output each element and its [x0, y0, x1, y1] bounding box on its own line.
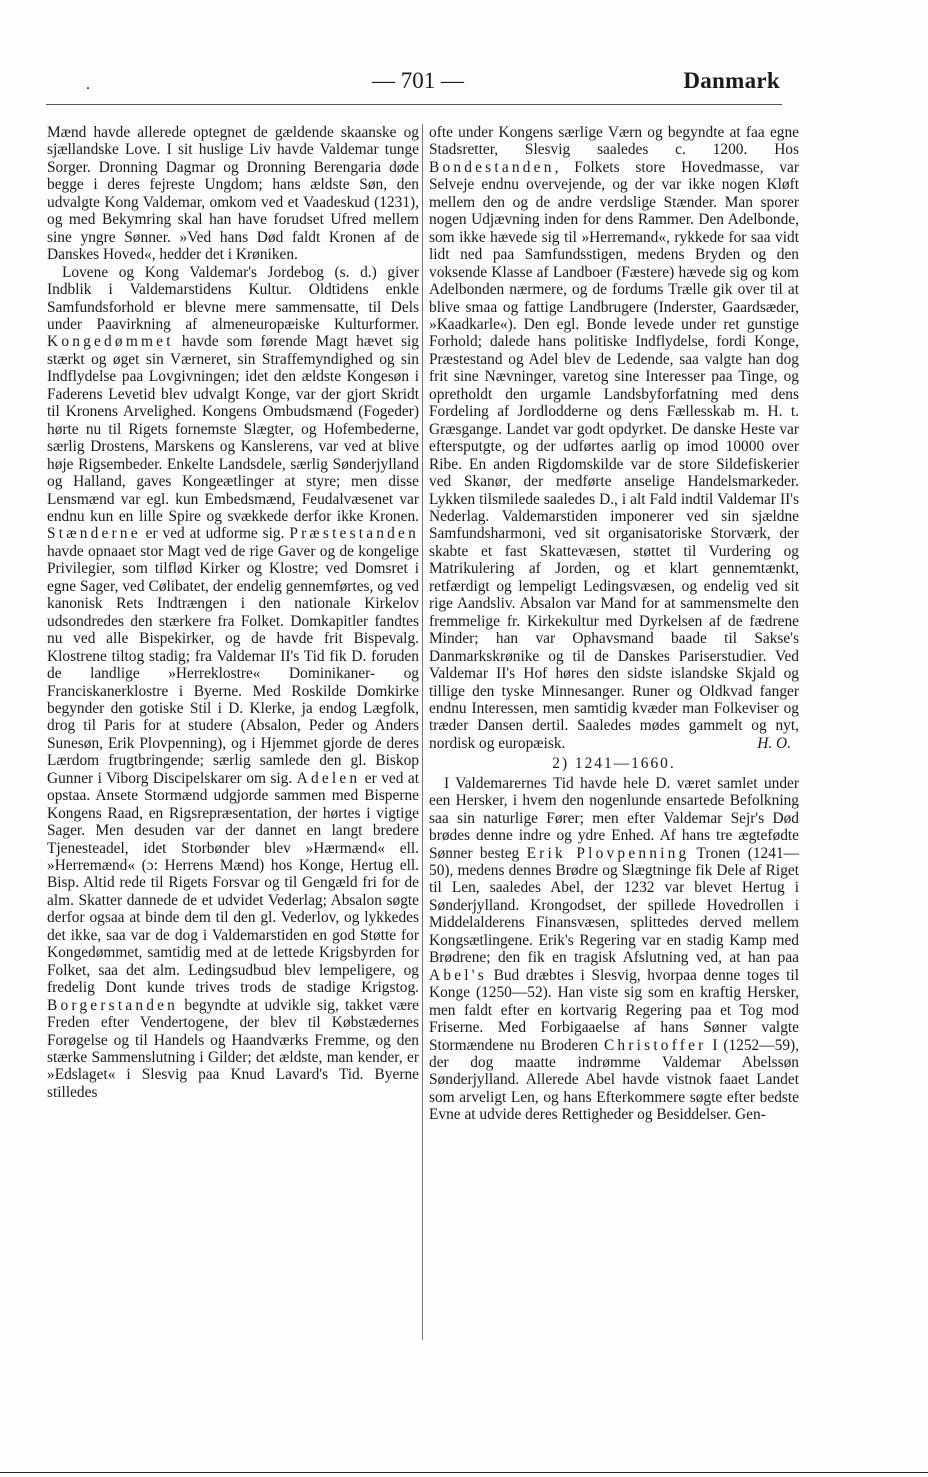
paragraph-text: havde opnaaet stor Magt ved de rige Gaver og de kongelige Privilegier, som tilflød Kirker og Klostre; ved Domsret i egne Sager, ved Cølibatet, der endelig gennemførtes, og ved kanonisk Rets Indtrængen i den nationale Kirkelov udsondredes den stærkere fra Folket. Domkapitler fandtes nu ved alle Bispekirker, og de havde frit Bispevalg. Klostrene tiltog stadig; fra Valdemar II's Tid fik D. foruden de landlige »Herreklostre« Dominikaner- og Franciskanerklostre i Byerne. Med Roskilde Domkirke begynder den gotiske Stil i D. Klerke, ja endog Lægfolk, drog til Paris for at studere (Absalon, Peder og Anders Sunesøn, Erik Plovpenning), og i Hjemmet gjorde de deres Lærdom frugtbringende; særlig samlede den gl. Biskop Gunner i Viborg Discipelskarer om sig. [47, 542, 419, 787]
left-column [47, 124, 419, 1101]
author-signature: H. O. [757, 734, 791, 752]
section-subheading: 2) 1241—1660. [552, 755, 676, 773]
paragraph [429, 124, 799, 752]
spaced-term: Stænderne [47, 525, 141, 543]
header-rule [46, 104, 782, 105]
page-number: — 701 — [372, 68, 464, 93]
paragraph-text: Lovene og Kong Valdemar's Jordebog (s. d.) giver Indblik i Valdemarstidens Kultur. Oldtidens enkle Samfundsforhold er blevne mere sammensatte, til Dels under Paavirkning af almeneuropæiske Kulturformer. [47, 263, 419, 333]
spaced-term: Bondestanden [429, 158, 555, 176]
paragraph-text: begyndte at udvikle sig, takket være Freden efter Vendertogene, der blev til Købstædernes Forøgelse og til Handels og Haandværks Fremme, og den stærke Sammenslutning i Gilder; det ældste, man kender, er »Edslaget« i Slesvig paa Knud Lavard's Tid. Byerne stilledes [47, 996, 419, 1101]
paragraph-text: er ved at opstaa. Ansete Stormænd udgjorde sammen med Bisperne Kongens Raad, en Rigsrepræsentation, der hørtes i vigtige Sager. Men desuden var der dannet en langt bredere Tjenesteadel, idet Storbønder blev »Hærmænd« ell. »Herremænd« (ɔ: Herrens Mænd) hos Konge, Hertug ell. Bisp. Altid rede til Rigets Forsvar og til Gengæld fri for de alm. Skatter dannede de et udvidet Vederlag; Absalon søgte derfor ogsaa at binde dem til den gl. Vederlov, og lykkedes det ikke, saa var de dog i Valdemarstiden en god Støtte for Kongedømmet, samtidig med at de lettede Krigsbyrden for Folket, saa det alm. Ledingsudbud blev lempeligere, og fredelig Dont kunde trives trods de stadige Krigstog. [47, 769, 419, 997]
column-divider [422, 124, 423, 1340]
paragraph-text: er ved at udforme sig. [145, 525, 285, 543]
paragraph-text: ofte under Kongens særlige Værn og begyndte at faa egne Stadsretter, Slesvig saaledes c. 1200. Hos [429, 124, 799, 159]
paragraph-text: havde som førende Magt hævet sig stærkt og øget sin Værneret, sin Straffemyndighed og sin Indflydelse paa Lovgivningen; idet den ældste Kongesøn i Faderens Levetid blev udvalgt Konge, var der gjort Skridt til Kronens Arvelighed. Kongens Ombudsmænd (Fogeder) hørte nu til Rigets fornemste Slægter, og Hofembederne, særlig Drostens, Marskens og Kanslerens, var ved at blive høje Rigsembeder. Enkelte Landsdele, særlig Sønderjylland og Halland, gaves Kongeætlinger at styre; men disse Lensmænd var egl. kun Embedsmænd, Feudalvæsenet var endnu kun en lille Spire og svækkede derfor ikke Kronen. [47, 333, 419, 525]
paragraph-text: , Folkets store Hovedmasse, var Selveje endnu overvejende, og der var ikke nogen Kløft mellem den og de andre verdslige Stænder. Man sporer nogen Udjævning inden for dens Rammer. Den Adelbonde, som ikke hævede sig til »Herremand«, rykkede for saa vidt lidt ned paa Samfundsstigen, medens Bryden og den voksende Klasse af Landboer (Fæstere) hævede sig og kom Adelbonden nærmere, og de fordums Trælle gik over til at blive smaa og fattige Landbrugere (Inderster, Gaardsæder, »Kaadkarle«). Den egl. Bonde levede under ret gunstige Forhold; dalede hans politiske Indflydelse, fordi Konge, Præstestand og Adel blev de Ledende, saa valgte han dog frit sine Nævninger, varetog sine Interesser paa Tinge, og opretholdt den urgamle Landsbyforfatning med dens Fordeling af Jordlodderne og dens Fællesskab m. H. t. Græsgange. Landet var godt opdyrket. De danske Heste var eftersputgte, og der udførtes aarlig op imod 10000 over Ribe. En anden Rigdomskilde var de store Sildefiskerier ved Skanør, der medførte anselige Handelsmarkeder. Lykken tilsmilede saaledes D., i alt Fald indtil Valdemar II's Nederlag. Valdemarstiden imponerer ved sin sjældne Samfundsharmoni, ved sit organisatoriske Storværk, der skabte et fast Skattevæsen, støttet til Vurdering og Matrikulering af Jorden, og et klart gennemtænkt, retfærdigt og lempeligt Ledingsvæsen, og endelig ved sit rige Aandsliv. Absalon var Mand for at sammensmelte den fremmelige fr. Kirkekultur med Dyrkelsen af de fædrene Minder; han var Ophavsmand baade til Sakse's Danmarkskrønike og til de Danskes Pariserstudier. Ved Valdemar II's Hof høres den sidste islandske Skjald og tillige den tyske Minnesanger. Runer og Oldkvad fanger endnu Interessen, men samtidig kvæder man Folkeviser og træder Dansen dertil. Saaledes mødes gammelt og nyt, nordisk og europæisk. [429, 158, 799, 752]
paragraph-text: Tronen (1241—50), medens dennes Brødre og Slægtninge fik Dele af Riget til Len, saaledes Abel, der 1232 var blevet Hertug i Sønderjylland. Krongodset, der spillede Hovedrollen i Middelalderens Finansvæsen, splittedes derved mellem Kongsætlingene. Erik's Regering var en stadig Kamp med Brødrene; den fik en tragisk Afslutning ved, at han paa [429, 844, 799, 967]
spaced-term: Borgerstanden [47, 996, 179, 1014]
spaced-term: Præstestanden [289, 525, 419, 543]
spaced-term: Erik Plovpenning [526, 844, 690, 862]
paragraph-text: Mænd havde allerede optegnet de gældende skaanske og sjællandske Love. I sit huslige Liv havde Valdemar tunge Sorger. Dronning Dagmar og Dronning Berengaria døde begge i deres fejreste Ungdom; hans ældste Søn, den udvalgte Kong Valdemar, omkom ved et Vaadeskud (1231), og med Bekymring skal han have forudset Ufred mellem sine yngre Sønner. »Ved hans Død faldt Kronen af de Danskes Hoved«, hedder det i Krøniken. [47, 124, 419, 264]
paragraph [47, 264, 419, 1102]
spaced-term: Adelen [296, 769, 361, 787]
section-title: Danmark [683, 68, 780, 93]
spaced-term: Kongedømmet [47, 333, 174, 351]
paragraph-text: I (1252—59), der dog maatte indrømme Valdemar Abelssøn Sønderjylland. Allerede Abel havde vistnok faaet Landet som arveligt Len, og hans Efterkommere søgte efter bedste Evne at udvide deres Rettigheder og Besiddelser. Gen- [429, 1036, 799, 1124]
paragraph-text: I Valdemarernes Tid havde hele D. været samlet under een Hersker, i hvem den nogenlunde ensartede Befolkning saa sin naturlige Fører; men efter Valdemar Sejr's Død brødes denne indre og ydre Enhed. Af hans tre ægtefødte Sønner besteg [429, 774, 799, 862]
spaced-term: Christoffer [603, 1036, 707, 1054]
paragraph [429, 775, 799, 1124]
bottom-rule [0, 1472, 928, 1473]
spaced-term: Abel's [429, 966, 487, 984]
page-header [0, 64, 928, 104]
paragraph [47, 124, 419, 264]
right-column [429, 124, 799, 1124]
header-dot: . [86, 76, 90, 93]
paragraph-text: Bud dræbtes i Slesvig, hvorpaa denne toges til Konge (1250—52). Han viste sig som en kraftig Hersker, men faldt efter en kortvarig Regering paa et Tog mod Friserne. Med Forbigaaelse af hans Sønner valgte Stormændene nu Broderen [429, 966, 799, 1054]
